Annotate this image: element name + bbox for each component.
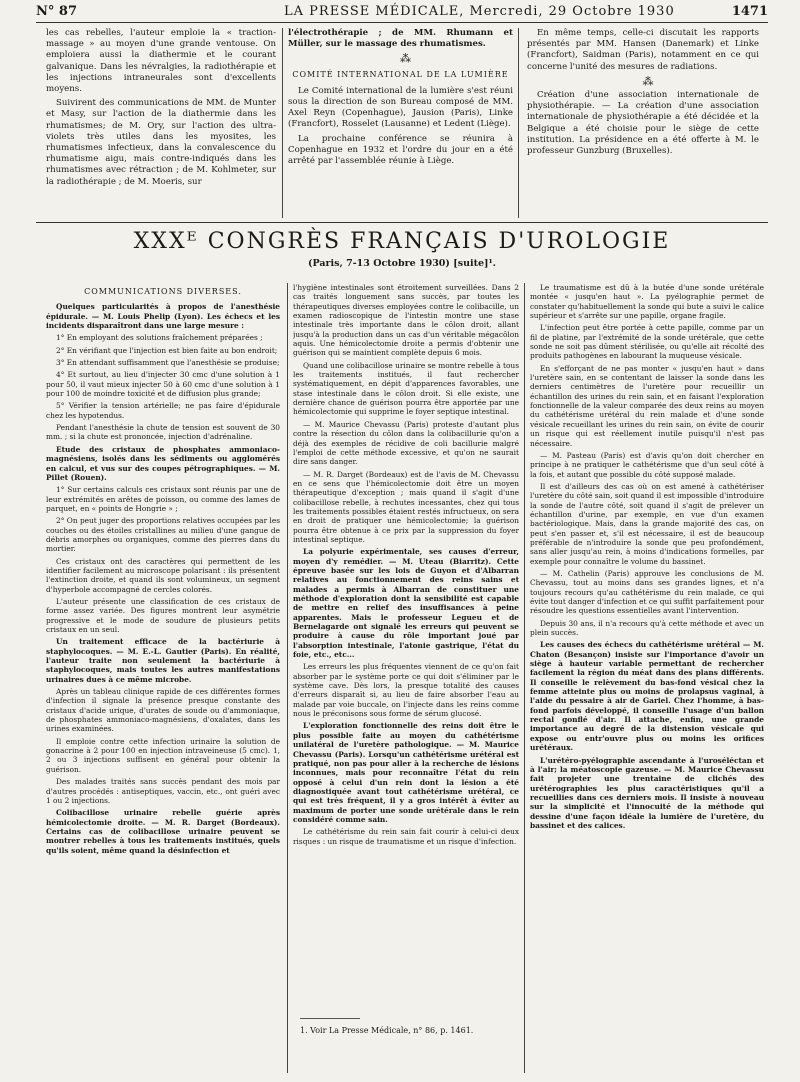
column-divider: [524, 283, 525, 1073]
paragraph: L'infection peut être portée à cette papille, comme par un fil de platine, par l'extrémité de la sonde urétérale, que cette sonde ne soit pas dûment stérilisée, ou qu'elle ait récolté des produits pathogènes en labourant la muqueuse vésicale.: [530, 323, 764, 361]
paragraph: les cas rebelles, l'auteur emploie la « traction-massage » au moyen d'une grande ventouse. On emploiera aussi la diathermie et le courant galvanique. Dans les névralgies, la radiothérapie et les injections intraneurales sont d'excellents moyens.: [46, 28, 276, 95]
page-number: 1471: [731, 4, 768, 19]
paragraph: L'urétéro-pyélographie ascendante à l'uroséléctan et à l'air; la méatoscopie gazeuse. — M. Maurice Chevassu fait projeter une trentaine de clichés des urétérographies les plus caractéristiques qu'il a recueillies dans ces derniers mois. Il insiste à nouveau sur la simplicité et l'innocuité de la méthode qui dessine d'une façon idéale la lumière de l'uretère, du bassinet et des calices.: [530, 755, 764, 830]
paragraph: Suivirent des communications de MM. de Munter et Masy, sur l'action de la diathermie dans les rhumatismes; de M. Ory, sur l'action des ultra-violets très utiles dans les myosites, les rhumatismes infectieux, dans la convalescence du rhumatisme aigu, mais contre-indiqués dans les rhumatismes avec rétraction ; de M. Kohlmeter, sur la radiothérapie ; de M. Moeris, sur: [46, 98, 276, 187]
paragraph: Le cathétérisme du rein sain fait courir à celui-ci deux risques : un risque de traumatisme et un risque d'infection.: [293, 827, 519, 846]
paragraph: 1° En employant des solutions fraîchement préparées ;: [56, 333, 263, 343]
section-heading: COMMUNICATIONS DIVERSES.: [84, 287, 242, 296]
paragraph: 3° En attendant suffisamment que l'anesthésie se produise;: [56, 358, 280, 368]
paragraph: 4° Et surtout, au lieu d'injecter 30 cmc d'une solution à 1 pour 50, il vaut mieux injecter 50 à 60 cmc d'une solution à 1 pour 100 de moindre toxicité et de diffusion plus grande;: [46, 370, 280, 399]
column-divider: [282, 28, 283, 218]
paragraph: La prochaine conférence se réunira à Copenhague en 1932 et l'ordre du jour en a été arrêté par l'assemblée réunie à Liège.: [288, 133, 513, 167]
paragraph: En s'efforçant de ne pas monter « jusqu'en haut » dans l'uretère sain, en se contentant de laisser la sonde dans les derniers centimètres de l'uretère pour recueillir un échantillon des urines du rein sain, et en faisant l'exploration fonctionnelle de la valeur comparée des deux reins au moyen du cathétérisme urétéral du rein malade et d'une sonde vésicale recueillant les urines du rein sain, on évite de courir un risque qui est réellement inutile puisqu'il n'est pas nécessaire.: [530, 363, 764, 448]
bottom-column-1: [46, 283, 280, 1075]
paragraph: Un traitement efficace de la bactériurie à staphylocoques. — M. E.-L. Gautier (Paris). En réalité, l'auteur traite non seulement la bactériurie à staphylocoques, mais toutes les autres manifestations urinaires dues à ce même microbe.: [46, 637, 280, 684]
column-divider: [518, 28, 519, 218]
paragraph: Le traumatisme est dû à la butée d'une sonde urétérale montée « jusqu'en haut ». La pyélographie permet de constater qu'habituellement la sonde qui bute a suivi le calice supérieur et s'arrête sur une papille, organe fragile.: [530, 283, 764, 321]
column-divider: [287, 283, 288, 1073]
paragraph: En même temps, celle-ci discutait les rapports présentés par MM. Hansen (Danemark) et Linke (Francfort), Saidman (Paris), notamment en ce qui concerne l'unité des mesures de radiations.: [527, 28, 759, 72]
paragraph: L'auteur présente une classification de ces cristaux de forme assez variée. Des figures montrent leur asymétrie progressive et le mode de soudure de plusieurs petits cristaux en un seul.: [46, 596, 280, 634]
paragraph: 1° Sur certains calculs ces cristaux sont réunis par une de leur extrémités en arêtes de poisson, ou comme des lames de parquet, en « points de Hongrie » ;: [46, 485, 280, 513]
paragraph: 5° Vérifier la tension artérielle; ne pas faire d'épidurale chez les hypotendus.: [46, 401, 280, 420]
section-rule: [36, 222, 768, 223]
paragraph: — M. R. Darget (Bordeaux) est de l'avis de M. Chevassu en ce sens que l'hémicolectomie doit être un moyen thérapeutique d'exception ; mais quand il s'agit d'une colibacillose rebelle, à rechutes incessantes, chez qui tous les traitements possibles étaient restés infructueux, on sera en droit de pratiquer une hémicolectomie; la guérison pourra être obtenue à ce prix par la suppression du foyer intestinal septique.: [293, 469, 519, 544]
footnote: 1. Voir La Presse Médicale, n° 86, p. 1461.: [300, 1026, 474, 1035]
paragraph: l'électrothérapie ; de MM. Rhumann et Müller, sur le massage des rhumatismes.: [288, 28, 513, 50]
journal-title: LA PRESSE MÉDICALE, Mercredi, 29 Octobre 1930: [284, 4, 675, 19]
section-ornament: ⁂: [400, 52, 411, 66]
paragraph: 2° On peut juger des proportions relatives occupées par les couches ou des étoiles cristallines au milieu d'une gangue de débris amorphes ou organiques, comme des pierres dans du mortier.: [46, 516, 280, 554]
footnote-rule: [300, 1018, 360, 1019]
top-column-1: [46, 28, 276, 191]
paragraph: Colibacillose urinaire rebelle guérie après hémicolectomie droite. — M. R. Darget (Bordeaux). Certains cas de colibacillose urinaire peuvent se montrer rebelles à tous les traitements institués, quels qu'ils soient, même quand la désinfection et: [46, 808, 280, 855]
bottom-column-2: [293, 283, 519, 1011]
paragraph: La polyurie expérimentale, ses causes d'erreur, moyen d'y remédier. — M. Uteau (Biarritz). Cette épreuve basée sur les lois de Guyon et d'Albarran relatives au fonctionnement des reins sains et malades a permis à Albarran de constituer une méthode d'exploration dont la sensibilité est capable de mettre en relief des insuffisances à peine apparentes. Mais le professeur Legueu et de Bernelagarde ont signalé les erreurs qui peuvent se produire à cause du rôle important joué par l'absorption intestinale, l'atonie gastrique, l'état du foie, etc., etc...: [293, 547, 519, 660]
paragraph: Création d'une association internationale de physiothérapie. — La création d'une association internationale de physiothérapie a été décidée et la Belgique a été choisie pour le siège de cette institution. La présidence en a été offerte à M. le professeur Gunzburg (Bruxelles).: [527, 90, 759, 157]
paragraph: Les causes des échecs du cathétérisme urétéral — M. Chaton (Besançon) insiste sur l'importance d'avoir un siège à hauteur variable permettant de rechercher facilement la région du méat dans des plans différents. Il conseille le relèvement du bas-fond vésical chez la femme atteinte plus ou moins de prolapsus vaginal, à l'aide du pessaire à air de Gariel. Chez l'homme, à bas-fond parfois développé, il conseille l'usage d'un ballon rectal gonflé d'air. Il attache, enfin, une grande importance au degré de la distension vésicale qui expose ou entr'ouvre plus ou moins les orifices urétéraux.: [530, 640, 764, 753]
section-heading: COMITÉ INTERNATIONAL DE LA LUMIÈRE: [292, 69, 509, 79]
paragraph: Quand une colibacillose urinaire se montre rebelle à tous les traitements institués, il faut rechercher systématiquement, en dépit d'apparences favorables, une stase intestinale dans le côlon droit. Si elle existe, une dernière chance de guérison pourra être apportée par une hémicolectomie qui supprime le foyer septique intestinal.: [293, 360, 519, 417]
paragraph: Pendant l'anesthésie la chute de tension est souvent de 30 mm. ; si la chute est prononcée, injection d'adrénaline.: [46, 423, 280, 442]
page-header: [36, 2, 768, 22]
header-rule: [36, 22, 768, 23]
bottom-column-3: [530, 283, 764, 1075]
top-column-2: [288, 28, 513, 170]
paragraph: Il emploie contre cette infection urinaire la solution de gonacrine à 2 pour 100 en injection intraveineuse (5 cmc). 1, 2 ou 3 injections suffisent en général pour obtenir la guérison.: [46, 736, 280, 774]
paragraph: — M. Cathelin (Paris) approuve les conclusions de M. Chevassu, tout au moins dans ses grandes lignes, et n'a toujours recours qu'au cathétérisme du rein malade, ce qui évite tout danger d'infection et ce qui suffit parfaitement pour résoudre les questions essentielles avant l'intervention.: [530, 568, 764, 616]
top-column-3: [527, 28, 759, 160]
paragraph: Les erreurs les plus fréquentes viennent de ce qu'on fait absorber par le système porte ce qui doit s'éliminer par le système cave. Dès lors, la presque totalité des causes d'erreurs disparaît si, au lieu de faire absorber l'eau au malade par voie buccale, on l'injecte dans les reins comme nous le préconisons sous forme de sérum glucosé.: [293, 662, 519, 719]
paragraph: Ces cristaux ont des caractères qui permettent de les identifier facilement au microscope polarisant : ils présentent l'extinction droite, et quand ils sont volumineux, un segment d'hyperbole accompagné de cercles colorés.: [46, 556, 280, 594]
congress-title: XXXᴱ CONGRÈS FRANÇAIS D'UROLOGIE: [133, 229, 671, 254]
paragraph: — M. Pasteau (Paris) est d'avis qu'on doit chercher en principe à ne pratiquer le cathétérisme que d'un seul côté à la fois, et autant que possible du côté supposé malade.: [530, 450, 764, 479]
paragraph: 2° En vérifiant que l'injection est bien faite au bon endroit;: [56, 345, 278, 355]
paragraph: Il est d'ailleurs des cas où on est amené à cathétériser l'uretère du côté sain, soit quand il est impossible d'introduire la sonde de l'autre côté, soit quand il s'agit de prélever un échantillon d'urine, par exemple, en vue d'un examen bactériologique. Mais, dans la grande majorité des cas, on peut s'en passer et, s'il est nécessaire, il est de beaucoup préférable de n'introduire la sonde que peu profondément, sans aller jusqu'au rein, à moins d'indications formelles, par exemple pour connaître le volume du bassinet.: [530, 481, 764, 566]
paragraph: l'hygiène intestinales sont étroitement surveillées. Dans 2 cas traités longuement sans succès, par toutes les thérapeutiques diverses employées contre le colibacille, un examen radioscopique de l'intestin montre une stase intestinale très importante dans le côlon droit, allant jusqu'à la production dans un cas d'un véritable mégacôlon aquis. Une hémicolectomie droite a permis d'obtenir une guérison qui se maintient complète depuis 6 mois.: [293, 283, 519, 358]
paragraph: Etude des cristaux de phosphates ammoniaco-magnésiens, isolés dans les sédiments ou agglomérés en calcul, et vus sur des coupes pétrographiques. — M. Pillet (Rouen).: [46, 444, 280, 482]
paragraph: Le Comité international de la lumière s'est réuni sous la direction de son Bureau composé de MM. Axel Reyn (Copenhague), Jausion (Paris), Linke (Francfort), Rosselet (Lausanne) et Ledent (Liège).: [288, 85, 513, 130]
paragraph: Des malades traités sans succès pendant des mois par d'autres procédés : antiseptiques, vaccin, etc., ont guéri avec 1 ou 2 injections.: [46, 777, 280, 805]
paragraph: Après un tableau clinique rapide de ces différentes formes d'infection il signale la présence presque constante des cristaux d'acide urique, d'urates de soude ou d'ammoniaque, de phosphates ammoniaco-magnésiens, d'oxalates, dans les urines examinées.: [46, 687, 280, 734]
congress-subtitle: (Paris, 7-13 Octobre 1930) [suite]¹.: [308, 258, 496, 269]
paragraph: Quelques particularités à propos de l'anesthésie épidurale. — M. Louis Phelip (Lyon). Les échecs et les incidents disparaîtront dans une large mesure :: [46, 302, 280, 331]
paragraph: Depuis 30 ans, il n'a recours qu'à cette méthode et avec un plein succès.: [530, 618, 764, 638]
issue-number: N° 87: [36, 4, 77, 19]
paragraph: — M. Maurice Chevassu (Paris) proteste d'autant plus contre la résection du côlon dans la colibacillurie qu'on a déjà des exemples de récidive de coli bacillurie malgré l'emploi de cette méthode excessive, et qu'on ne saurait dire sans danger.: [293, 419, 519, 467]
section-ornament: ⁂: [642, 74, 654, 88]
paragraph: L'exploration fonctionnelle des reins doit être le plus possible faite au moyen du cathétérisme unilatéral de l'uretère pathologique. — M. Maurice Chevassu (Paris). Lorsqu'un cathétérisme urétéral est pratiqué, non pas pour aller à la recherche de lésions inconnues, mais pour reconnaître l'état du rein opposé à celui d'un rein dont la lésion a été diagnostiquée avant tout cathétérisme urétéral, ce qui est très fréquent, il y a gros intérêt à éviter au maximum de porter une sonde urétérale dans le rein considéré comme sain.: [293, 721, 519, 824]
